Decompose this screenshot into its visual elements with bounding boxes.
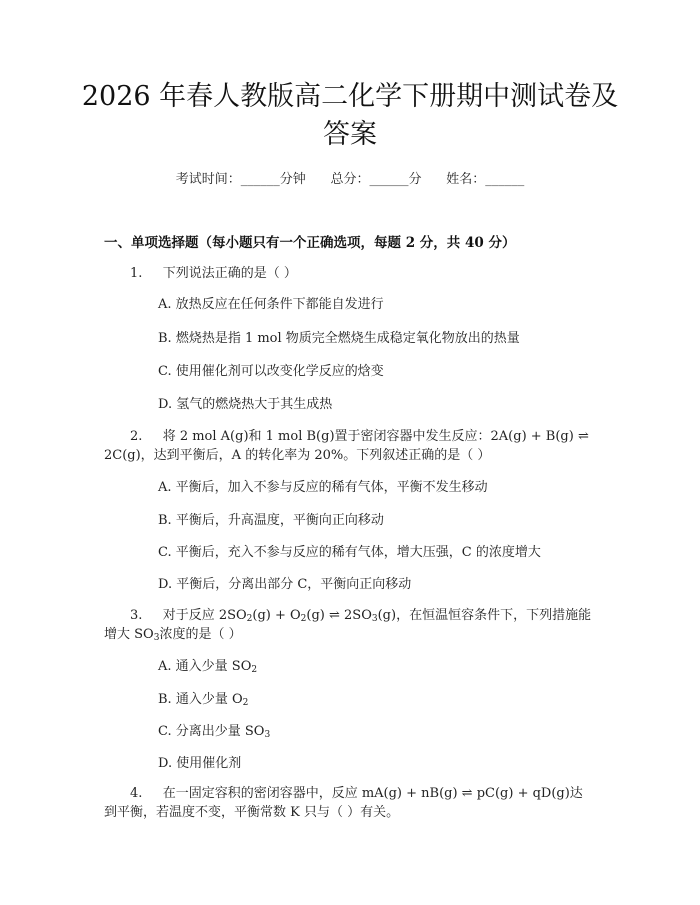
question-number: 2. [130,429,143,444]
question-4 [130,782,583,801]
option-b: B. 燃烧热是指 1 mol 物质完全燃烧生成稳定氧化物放出的热量 [158,331,520,346]
question-3-continued: 增大 $SO_3$浓度的是（ ） [104,627,242,643]
question-4-continued: 到平衡，若温度不变，平衡常数 K 只与（ ）有关。 [104,805,400,820]
option-c: C. 分离出少量 $SO_3$ [158,724,271,740]
question-number: 4. [130,786,143,801]
page-title [60,78,640,154]
option-a: A. 平衡后，加入不参与反应的稀有气体，平衡不发生移动 [158,480,488,495]
option-c: C. 平衡后，充入不参与反应的稀有气体，增大压强，C 的浓度增大 [158,545,541,560]
question-text: 将 2 mol A(g)和 1 mol B(g)置于密闭容器中发生反应：2A(g) + B(g) ⇌ [162,429,589,444]
question-text: 在一固定容积的密闭容器中，反应 mA(g) + nB(g) ⇌ pC(g) + qD(g)达 [162,786,583,801]
option-d: D. 使用催化剂 [158,756,242,771]
option-d: D. 氢气的燃烧热大于其生成热 [158,397,333,412]
question-text: 下列说法正确的是（ ） [162,266,297,281]
title-line-1: 2026 年春人教版高二化学下册期中测试卷及 [81,81,619,112]
title-line-2: 答案 [323,119,377,150]
option-a: A. 放热反应在任何条件下都能自发进行 [158,297,384,312]
option-d: D. 平衡后，分离出部分 C，平衡向正向移动 [158,577,412,592]
section-heading: 一、单项选择题（每小题只有一个正确选项，每题 2 分，共 40 分） [104,235,516,251]
option-a: A. 通入少量 $SO_2$ [158,659,258,675]
option-b: B. 平衡后，升高温度，平衡向正向移动 [158,513,384,528]
question-3: 3. 对于反应 $2SO_2(g) + O_2(g)$ ⇌ $2SO_3(g)$，在恒温恒容条件下，下列措施能 [130,608,592,624]
question-number: 1. [130,266,143,281]
question-2-continued: 2C(g)，达到平衡后，A 的转化率为 20%。下列叙述正确的是（ ） [104,448,491,463]
question-2 [130,425,589,444]
option-b: B. 通入少量 $O_2$ [158,692,249,708]
question-number: 3. [130,608,143,623]
exam-info-line: 考试时间：______分钟 总分：______分 姓名：______ [175,172,525,187]
option-c: C. 使用催化剂可以改变化学反应的焓变 [158,364,384,379]
question-1 [130,262,297,281]
